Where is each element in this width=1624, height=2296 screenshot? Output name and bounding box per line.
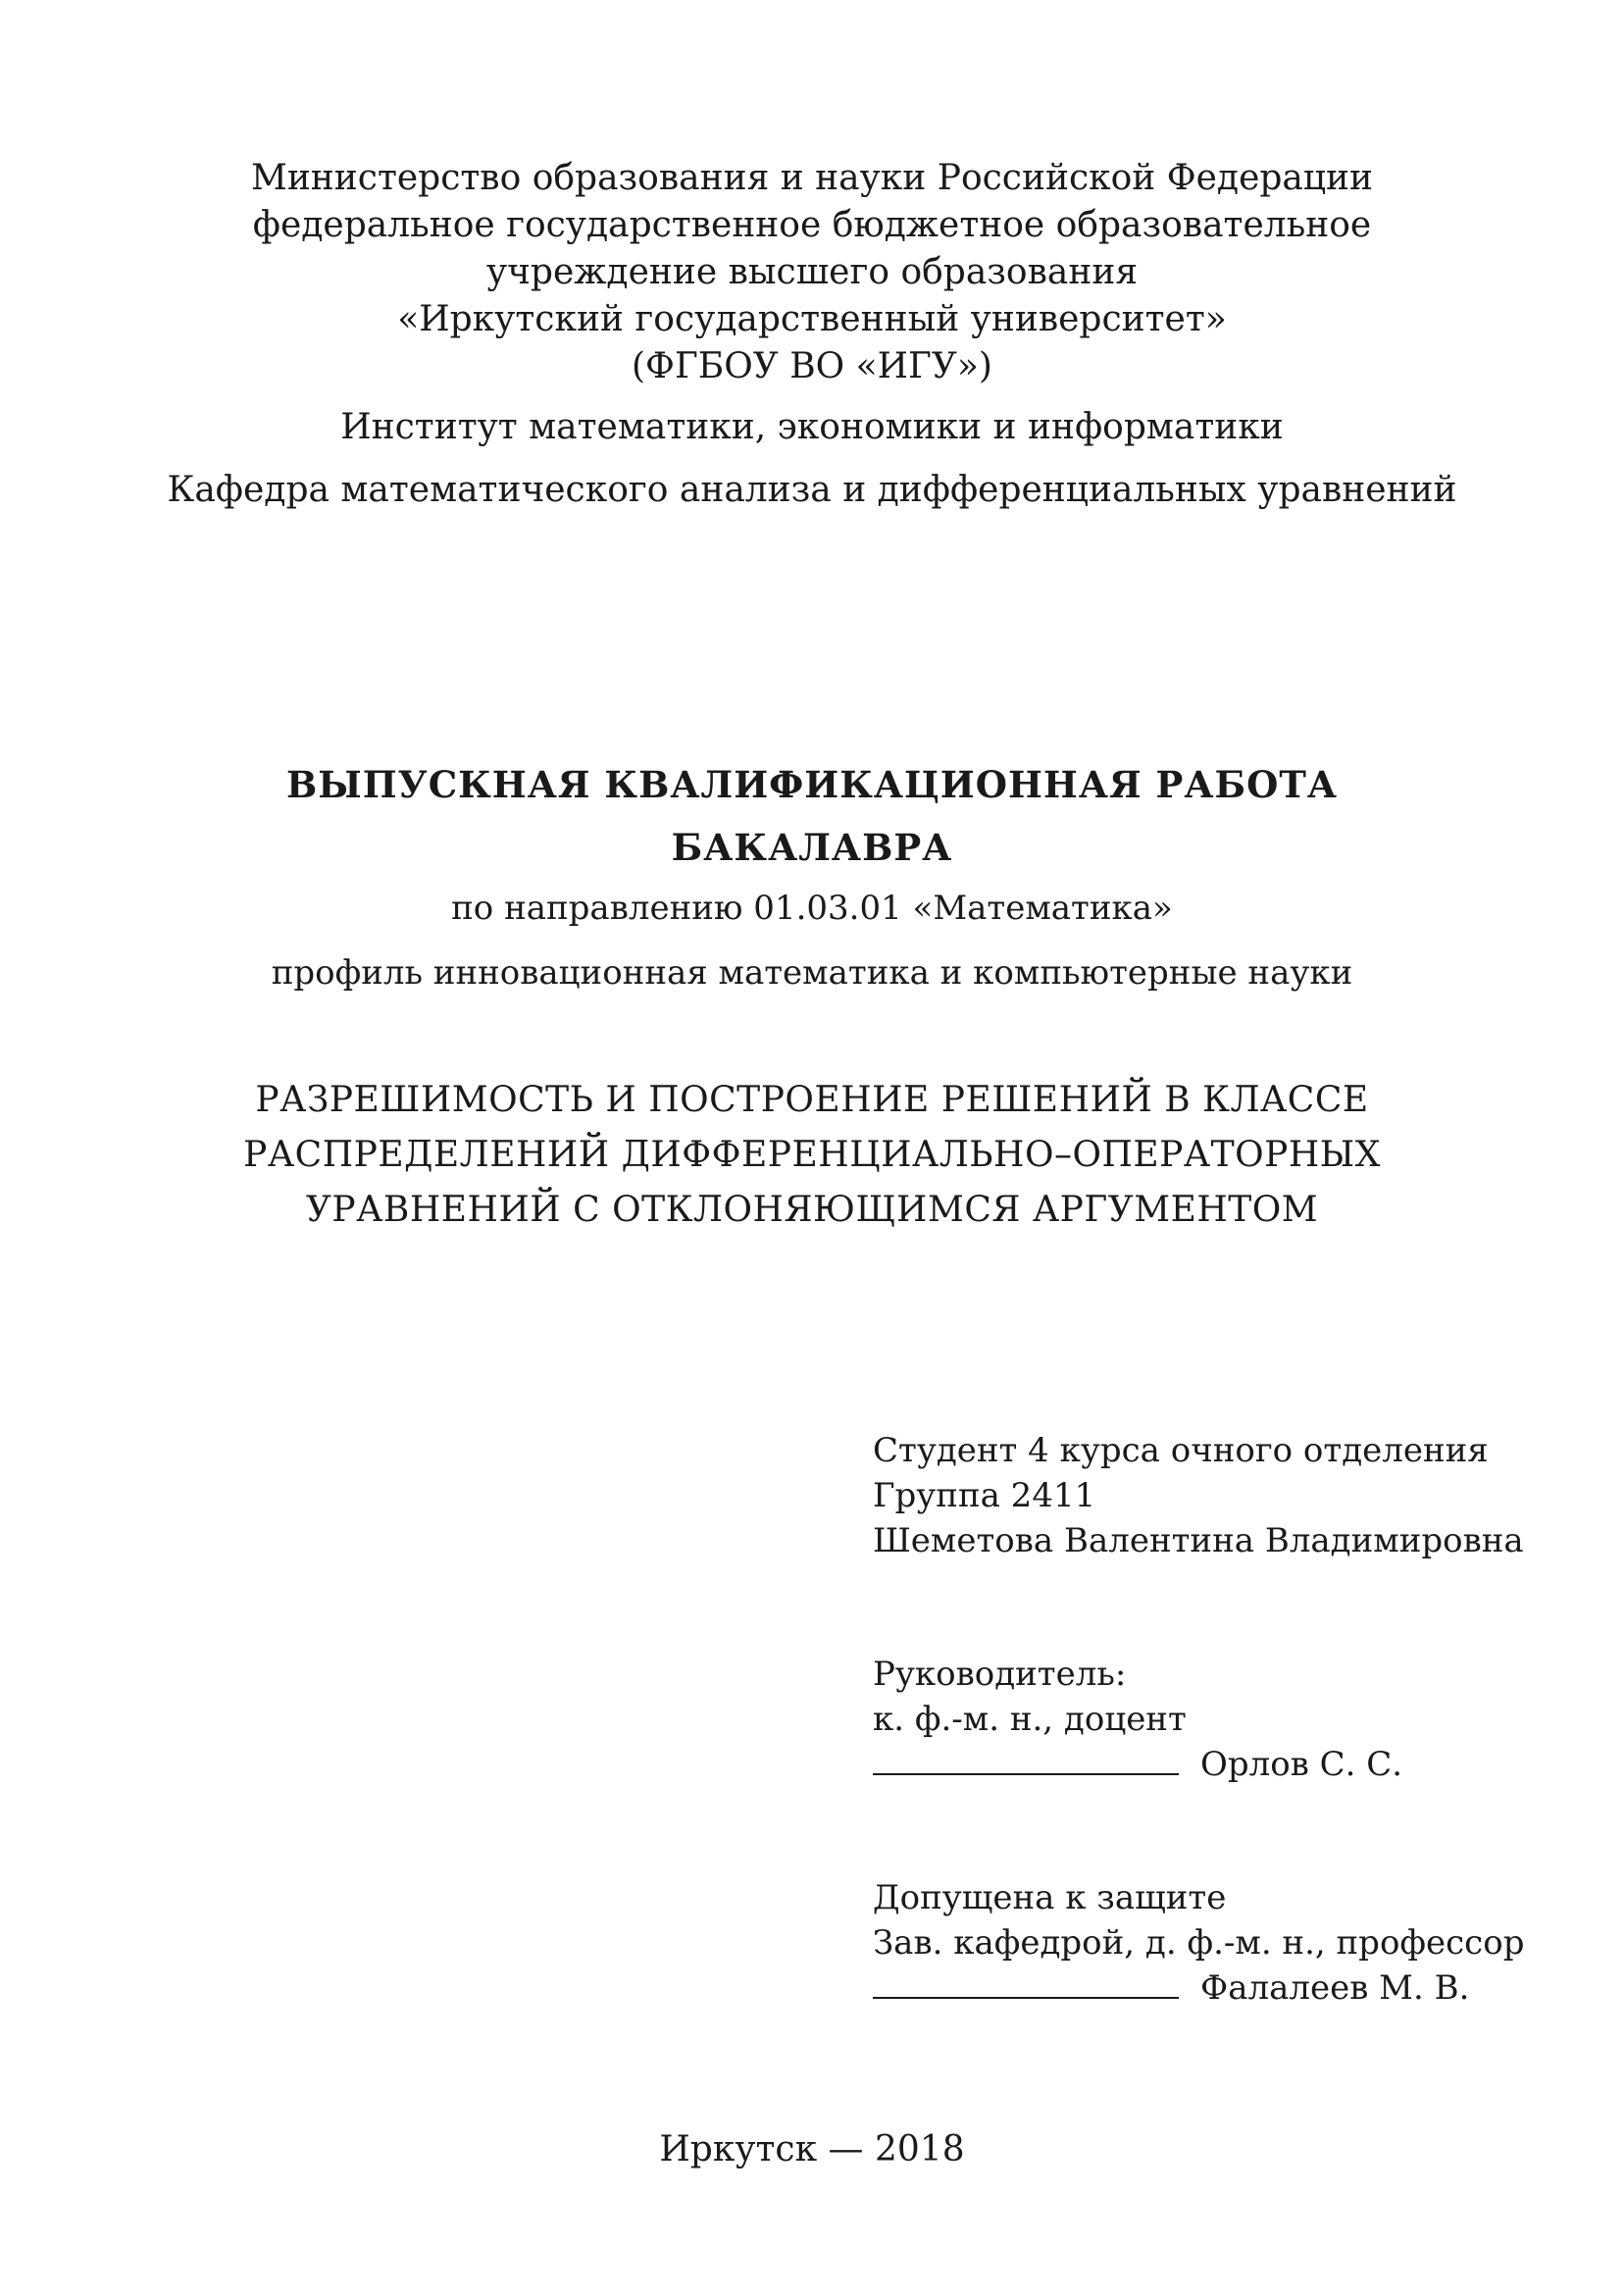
city-year-footer: Иркутск — 2018 <box>659 2129 965 2169</box>
supervisor-signature-line <box>873 1744 1179 1775</box>
department-head-signature-line <box>873 1967 1179 1999</box>
admission-label: Допущена к защите <box>873 1878 1227 1917</box>
institute-name: Институт математики, экономики и информатики <box>340 407 1284 447</box>
supervisor-label: Руководитель: <box>873 1655 1127 1694</box>
thesis-title-line-3: УРАВНЕНИЙ С ОТКЛОНЯЮЩИМСЯ АРГУМЕНТОМ <box>305 1190 1319 1230</box>
department-head-title: Зав. кафедрой, д. ф.-м. н., профессор <box>873 1923 1525 1963</box>
work-type-heading <box>0 753 1624 879</box>
department-name: Кафедра математического анализа и дифференциальных уравнений <box>167 470 1457 510</box>
department-head-signature-row <box>873 1965 1559 2011</box>
header-line-education-level: учреждение высшего образования <box>485 252 1139 292</box>
thesis-title <box>0 1073 1624 1238</box>
supervisor-name: Орлов С. С. <box>1200 1745 1403 1784</box>
thesis-title-line-1: РАЗРЕШИМОСТЬ И ПОСТРОЕНИЕ РЕШЕНИЙ В КЛАССЕ <box>255 1080 1369 1120</box>
student-group: Группа 2411 <box>873 1476 1096 1515</box>
work-type-line-1: ВЫПУСКНАЯ КВАЛИФИКАЦИОННАЯ РАБОТА <box>286 763 1338 806</box>
supervisor-degree: к. ф.-м. н., доцент <box>873 1700 1187 1739</box>
department-head-name: Фалалеев М. В. <box>1200 1968 1470 2008</box>
thesis-title-line-2: РАСПРЕДЕЛЕНИЙ ДИФФЕРЕНЦИАЛЬНО–ОПЕРАТОРНЫХ <box>243 1135 1381 1175</box>
header-line-ministry: Министерство образования и науки Российской Федерации <box>250 158 1374 198</box>
study-profile: профиль инновационная математика и компьютерные науки <box>271 953 1353 993</box>
header-line-institution-type: федеральное государственное бюджетное образовательное <box>252 205 1372 245</box>
supervisor-info <box>873 1652 1559 1787</box>
study-direction: по направлению 01.03.01 «Математика» <box>451 889 1173 928</box>
header-line-university-name: «Иркутский государственный университет» <box>397 299 1227 339</box>
header-line-university-abbrev: (ФГБОУ ВО «ИГУ») <box>632 346 992 386</box>
student-course: Студент 4 курса очного отделения <box>873 1431 1489 1470</box>
supervisor-signature-row <box>873 1742 1559 1787</box>
student-info <box>873 1428 1559 1563</box>
admission-info <box>873 1875 1559 2011</box>
ministry-header <box>0 155 1624 390</box>
student-name: Шеметова Валентина Владимировна <box>873 1521 1524 1560</box>
work-type-line-2: БАКАЛАВРА <box>671 826 953 869</box>
